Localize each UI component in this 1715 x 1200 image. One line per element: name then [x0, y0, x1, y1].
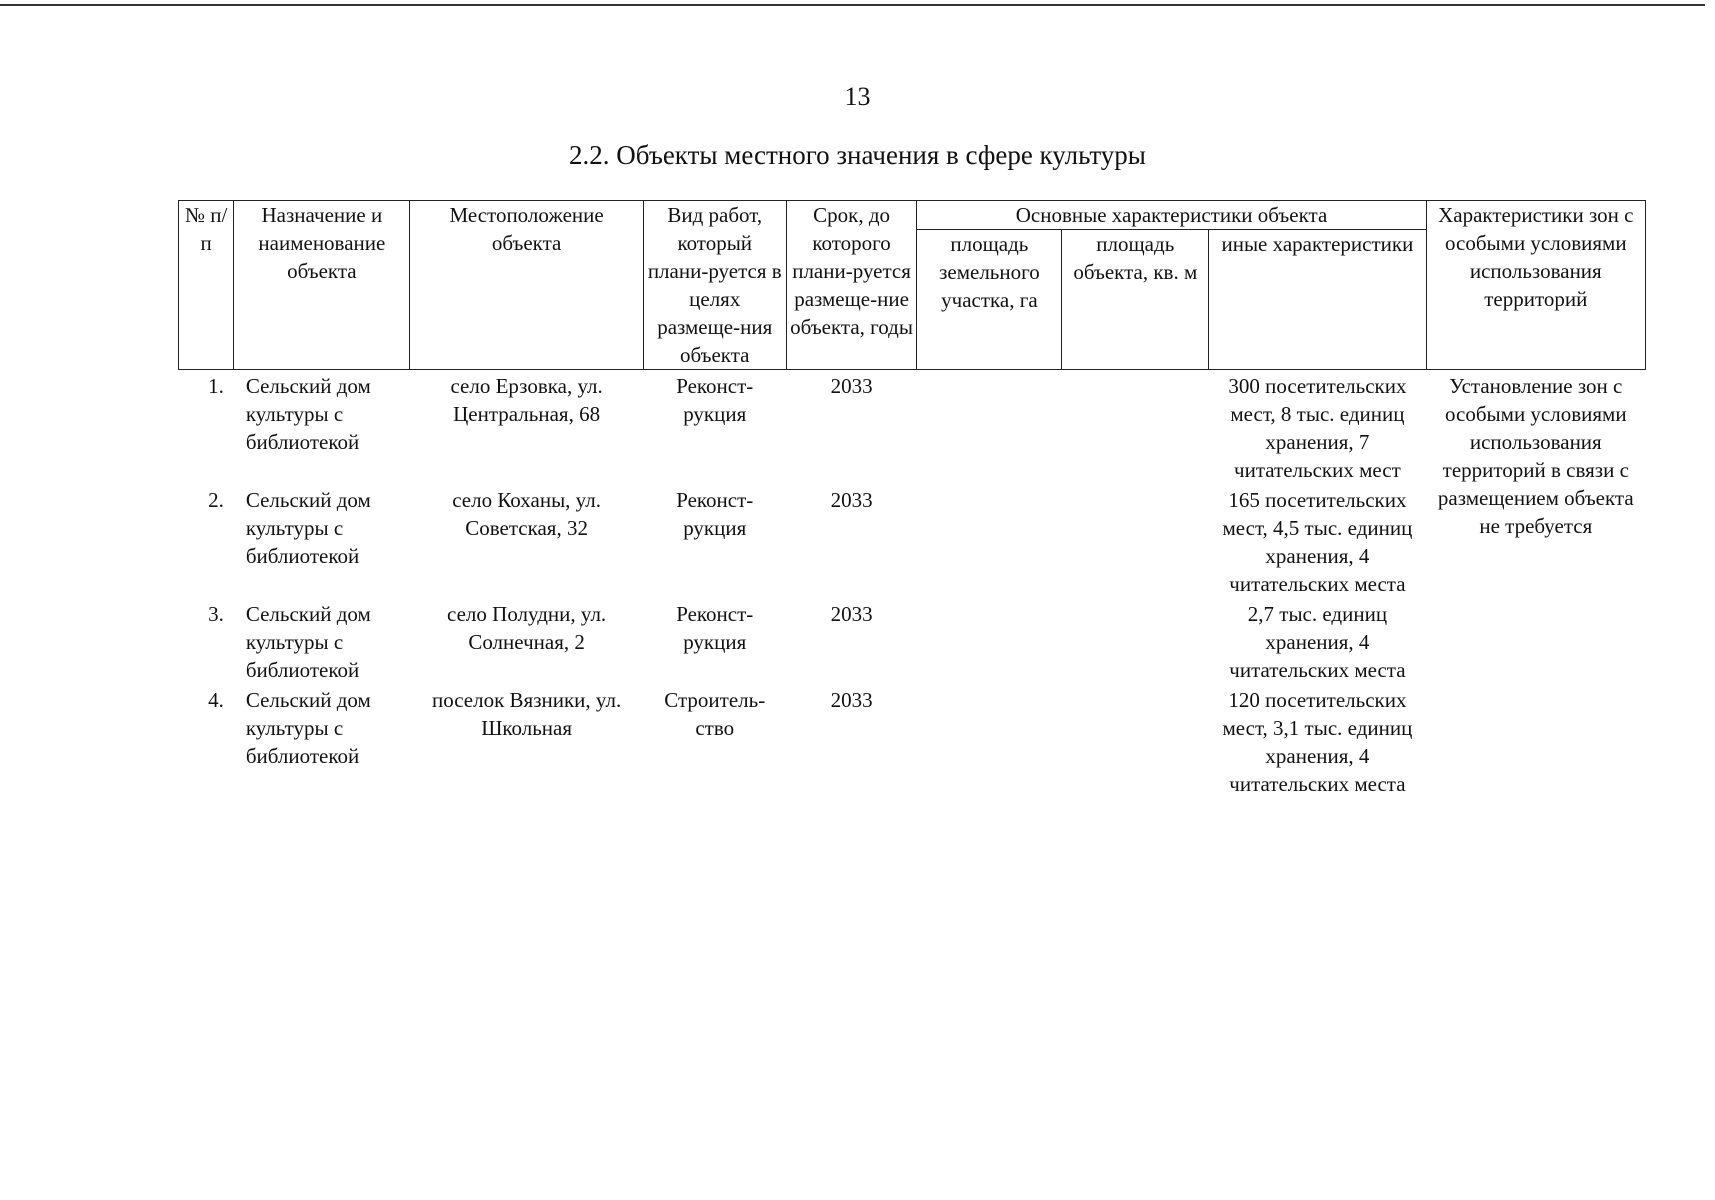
- top-border-line: [0, 4, 1705, 6]
- row-work-type: Строитель-ство: [664, 688, 766, 740]
- row-land-area: [917, 684, 1062, 798]
- row-other: 2,7 тыс. единиц хранения, 4 читательских места: [1229, 602, 1406, 682]
- row-num: 1.: [208, 374, 224, 398]
- row-object-area: [1062, 684, 1209, 798]
- row-term: 2033: [830, 374, 873, 398]
- header-location: Местоположение объекта: [410, 201, 643, 370]
- table-row: [179, 484, 1646, 598]
- header-other-characteristics: иные характеристики: [1209, 230, 1426, 370]
- row-num: 3.: [208, 602, 224, 626]
- page-number: 13: [844, 82, 871, 111]
- row-num: 2.: [208, 488, 224, 512]
- header-main-characteristics: Основные характеристики объекта: [917, 201, 1426, 230]
- row-work-type: Реконст-рукция: [676, 602, 754, 654]
- row-work-type: Реконст-рукция: [676, 488, 754, 540]
- section-title: 2.2. Объекты местного значения в сфере культуры: [569, 140, 1146, 170]
- row-term: 2033: [830, 688, 873, 712]
- row-name: Сельский дом культуры с библиотекой: [245, 374, 371, 454]
- row-term: 2033: [830, 488, 873, 512]
- row-name: Сельский дом культуры с библиотекой: [245, 602, 371, 682]
- header-object-area: площадь объекта, кв. м: [1062, 230, 1209, 370]
- row-object-area: [1062, 484, 1209, 598]
- row-other: 165 посетительских мест, 4,5 тыс. единиц хранения, 4 читательских места: [1222, 488, 1413, 596]
- row-zones: Установление зон с особыми условиями использования территорий в связи с размещением объекта не требуется: [1437, 374, 1634, 538]
- row-object-area: [1062, 598, 1209, 684]
- row-name: Сельский дом культуры с библиотекой: [245, 688, 371, 768]
- objects-table: [178, 200, 1646, 798]
- row-object-area: [1062, 370, 1209, 485]
- header-name: Назначение и наименование объекта: [234, 201, 410, 370]
- row-other: 120 посетительских мест, 3,1 тыс. единиц хранения, 4 читательских места: [1222, 688, 1413, 796]
- row-num: 4.: [208, 688, 224, 712]
- row-land-area: [917, 370, 1062, 485]
- row-work-type: Реконст-рукция: [676, 374, 754, 426]
- header-num: № п/п: [179, 201, 234, 370]
- header-land-area: площадь земельного участка, га: [917, 230, 1062, 370]
- row-location: село Полудни, ул. Солнечная, 2: [447, 602, 607, 654]
- table-row: [179, 684, 1646, 798]
- row-land-area: [917, 484, 1062, 598]
- row-location: село Коханы, ул. Советская, 32: [452, 488, 601, 540]
- row-name: Сельский дом культуры с библиотекой: [245, 488, 371, 568]
- row-location: село Ерзовка, ул. Центральная, 68: [450, 374, 603, 426]
- header-zones: Характеристики зон с особыми условиями использования территорий: [1426, 201, 1645, 370]
- table-row: [179, 598, 1646, 684]
- table-row: [179, 370, 1646, 485]
- row-land-area: [917, 598, 1062, 684]
- row-other: 300 посетительских мест, 8 тыс. единиц хранения, 7 читательских мест: [1228, 374, 1407, 482]
- header-term: Срок, до которого плани-руется размеще-ние объекта, годы: [786, 201, 917, 370]
- header-work-type: Вид работ, который плани-руется в целях размеще-ния объекта: [643, 201, 786, 370]
- row-term: 2033: [830, 602, 873, 626]
- row-location: поселок Вязники, ул. Школьная: [431, 688, 622, 740]
